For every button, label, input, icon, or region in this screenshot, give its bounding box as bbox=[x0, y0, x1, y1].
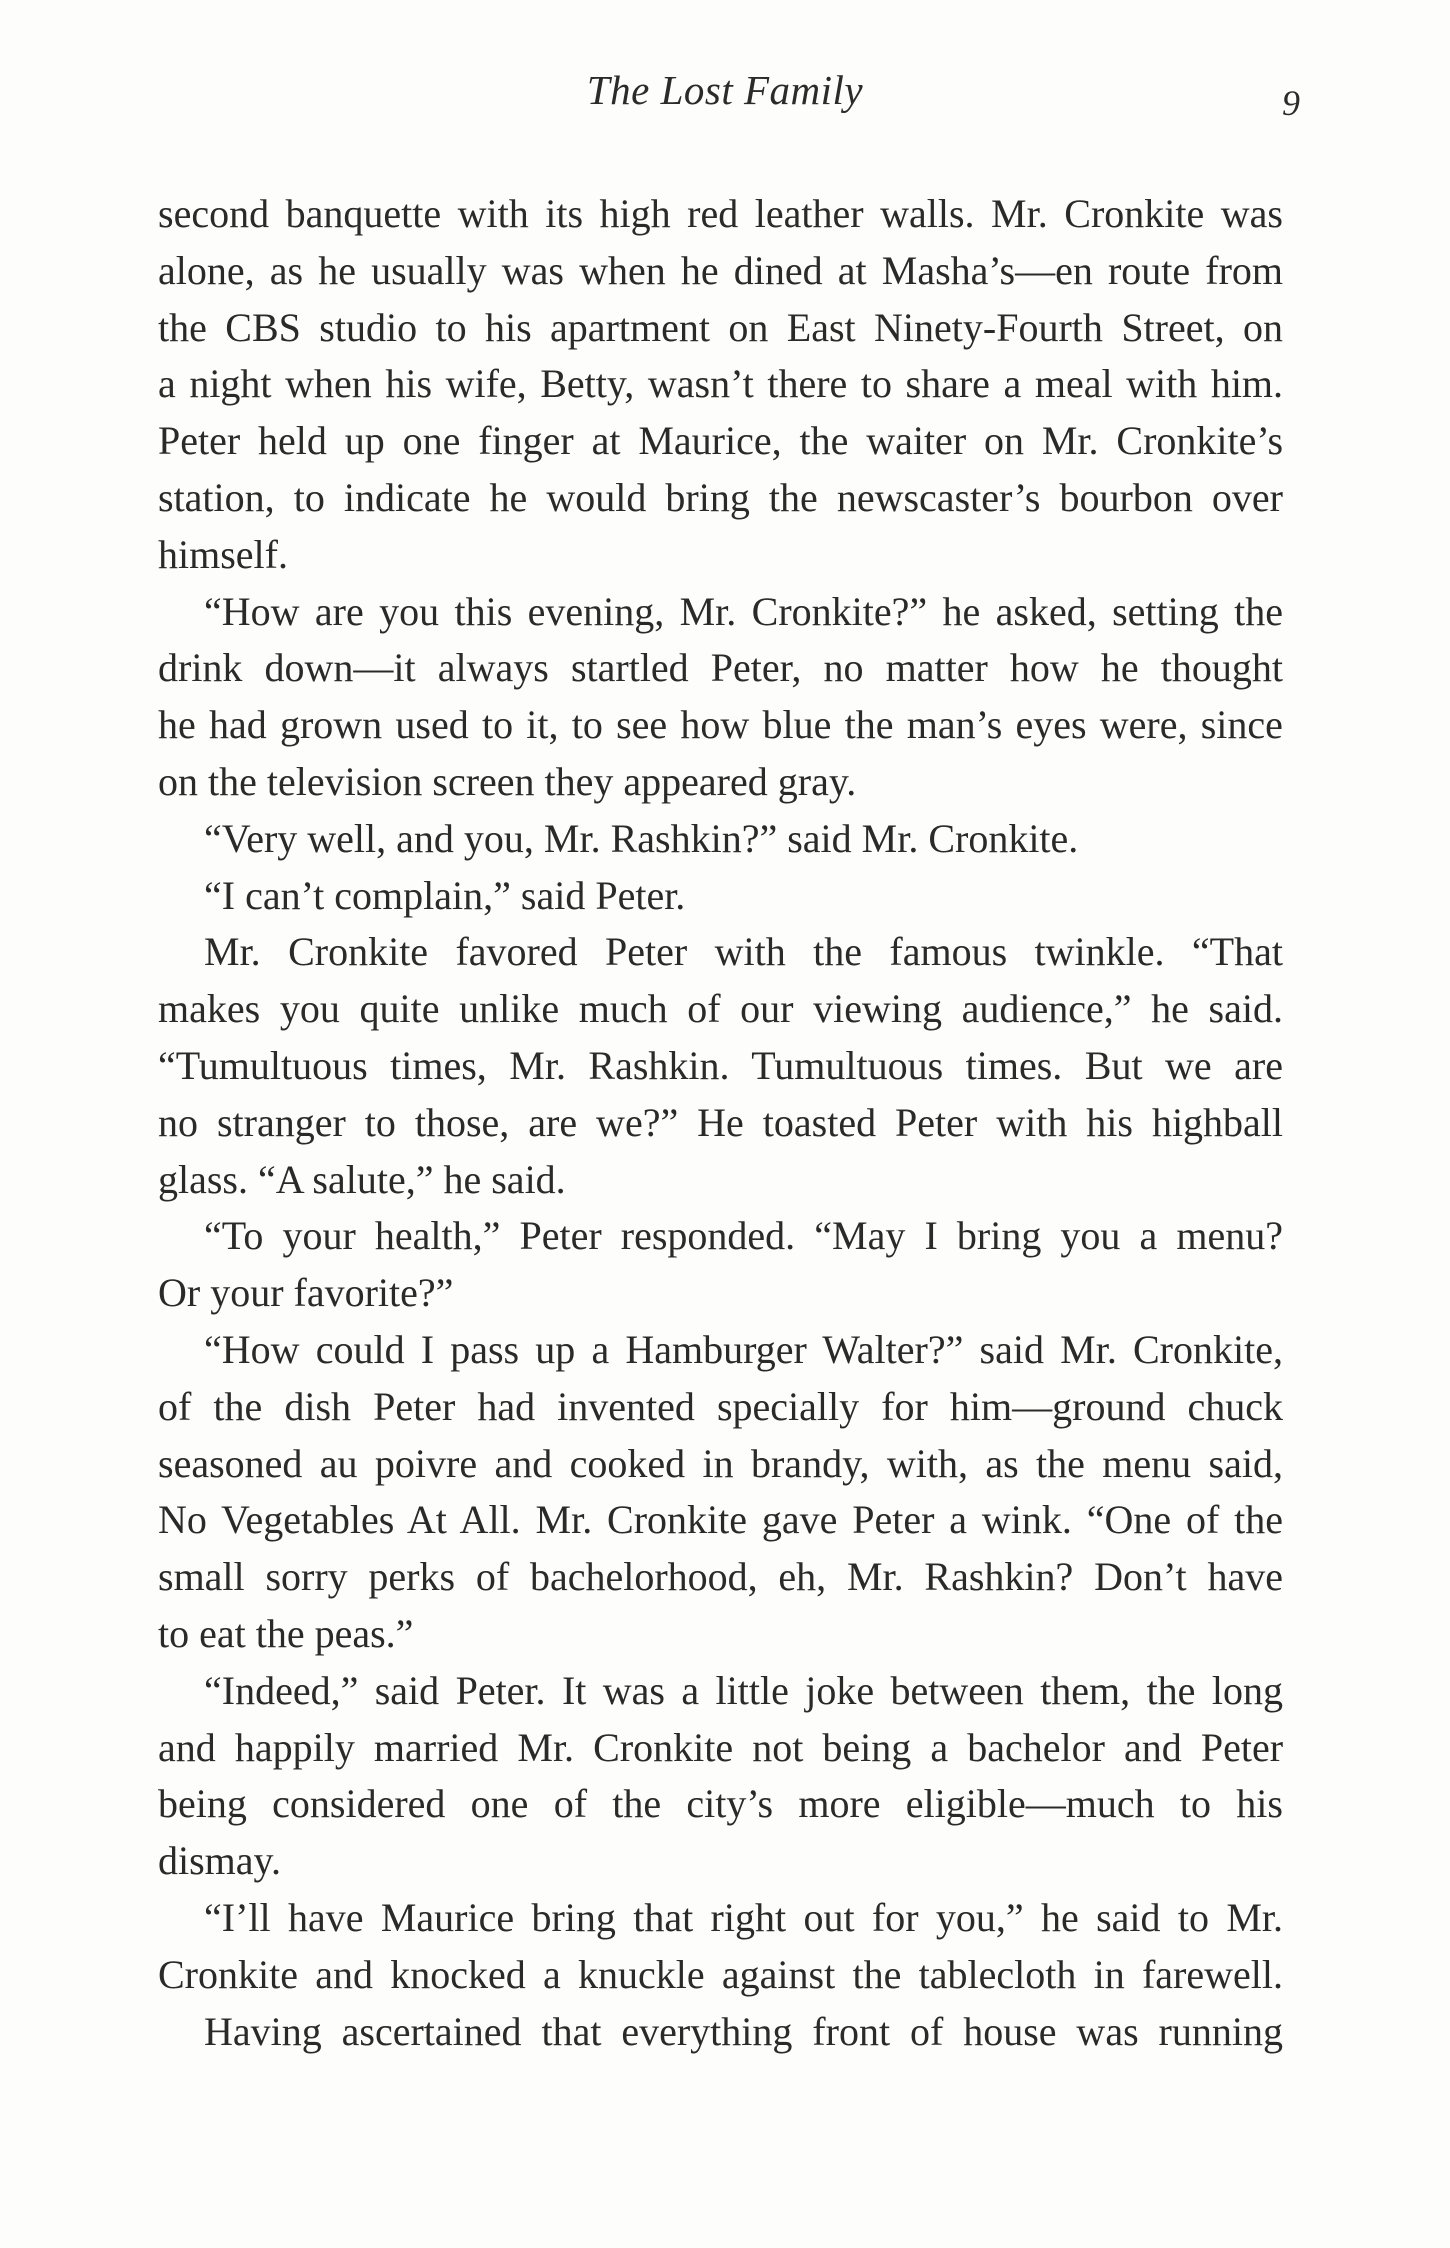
text-line: of the dish Peter had invented specially for him—ground chuck bbox=[158, 1383, 1284, 1429]
text-line: being considered one of the city’s more eligible—much to his bbox=[158, 1781, 1283, 1827]
text-line: station, to indicate he would bring the newscaster’s bourbon over bbox=[158, 474, 1283, 520]
text-line: second banquette with its high red leather walls. Mr. Cronkite was bbox=[158, 191, 1283, 236]
text-line: dismay. bbox=[158, 1838, 281, 1884]
text-line: on the television screen they appeared gray. bbox=[158, 758, 857, 804]
text-line: “Tumultuous times, Mr. Rashkin. Tumultuous times. But we are bbox=[158, 1042, 1283, 1088]
text-line: “I’ll have Maurice bring that right out for you,” he said to Mr. bbox=[204, 1894, 1284, 1940]
page-number: 9 bbox=[1282, 83, 1300, 123]
text-line: No Vegetables At All. Mr. Cronkite gave Peter a wink. “One of the bbox=[158, 1497, 1284, 1543]
text-line: he had grown used to it, to see how blue the man’s eyes were, since bbox=[158, 702, 1283, 748]
text-line: makes you quite unlike much of our viewing audience,” he said. bbox=[158, 986, 1283, 1032]
text-line: glass. “A salute,” he said. bbox=[158, 1156, 566, 1202]
text-line: to eat the peas.” bbox=[158, 1610, 414, 1656]
text-line: Having ascertained that everything front of house was running bbox=[204, 2008, 1283, 2054]
text-line: alone, as he usually was when he dined at Masha’s—en route from bbox=[158, 247, 1284, 293]
text-line: seasoned au poivre and cooked in brandy, with, as the menu said, bbox=[158, 1440, 1283, 1486]
text-line: and happily married Mr. Cronkite not being a bachelor and Peter bbox=[158, 1724, 1284, 1770]
running-head bbox=[0, 66, 1450, 126]
text-line: no stranger to those, are we?” He toasted Peter with his highball bbox=[158, 1099, 1284, 1145]
text-line: himself. bbox=[158, 531, 288, 577]
text-line: “I can’t complain,” said Peter. bbox=[204, 872, 686, 918]
text-line: small sorry perks of bachelorhood, eh, Mr. Rashkin? Don’t have bbox=[158, 1554, 1283, 1600]
text-line: Cronkite and knocked a knuckle against the tablecloth in farewell. bbox=[158, 1951, 1283, 1997]
text-line: Or your favorite?” bbox=[158, 1270, 454, 1316]
text-line: drink down—it always startled Peter, no matter how he thought bbox=[158, 645, 1283, 691]
running-title: The Lost Family bbox=[586, 67, 864, 113]
text-line: “Very well, and you, Mr. Rashkin?” said Mr. Cronkite. bbox=[204, 815, 1079, 861]
text-line: Mr. Cronkite favored Peter with the famous twinkle. “That bbox=[204, 929, 1283, 975]
body-text bbox=[158, 186, 1283, 2060]
text-line: Peter held up one finger at Maurice, the waiter on Mr. Cronkite’s bbox=[158, 418, 1284, 464]
text-line: “Indeed,” said Peter. It was a little joke between them, the long bbox=[204, 1667, 1283, 1713]
text-line: “How are you this evening, Mr. Cronkite?” he asked, setting the bbox=[204, 588, 1283, 634]
text-line: the CBS studio to his apartment on East Ninety-Fourth Street, on bbox=[158, 304, 1284, 350]
text-line: “How could I pass up a Hamburger Walter?” said Mr. Cronkite, bbox=[204, 1326, 1283, 1372]
text-line: “To your health,” Peter responded. “May I bring you a menu? bbox=[204, 1213, 1283, 1259]
text-line: a night when his wife, Betty, wasn’t there to share a meal with him. bbox=[158, 361, 1284, 407]
